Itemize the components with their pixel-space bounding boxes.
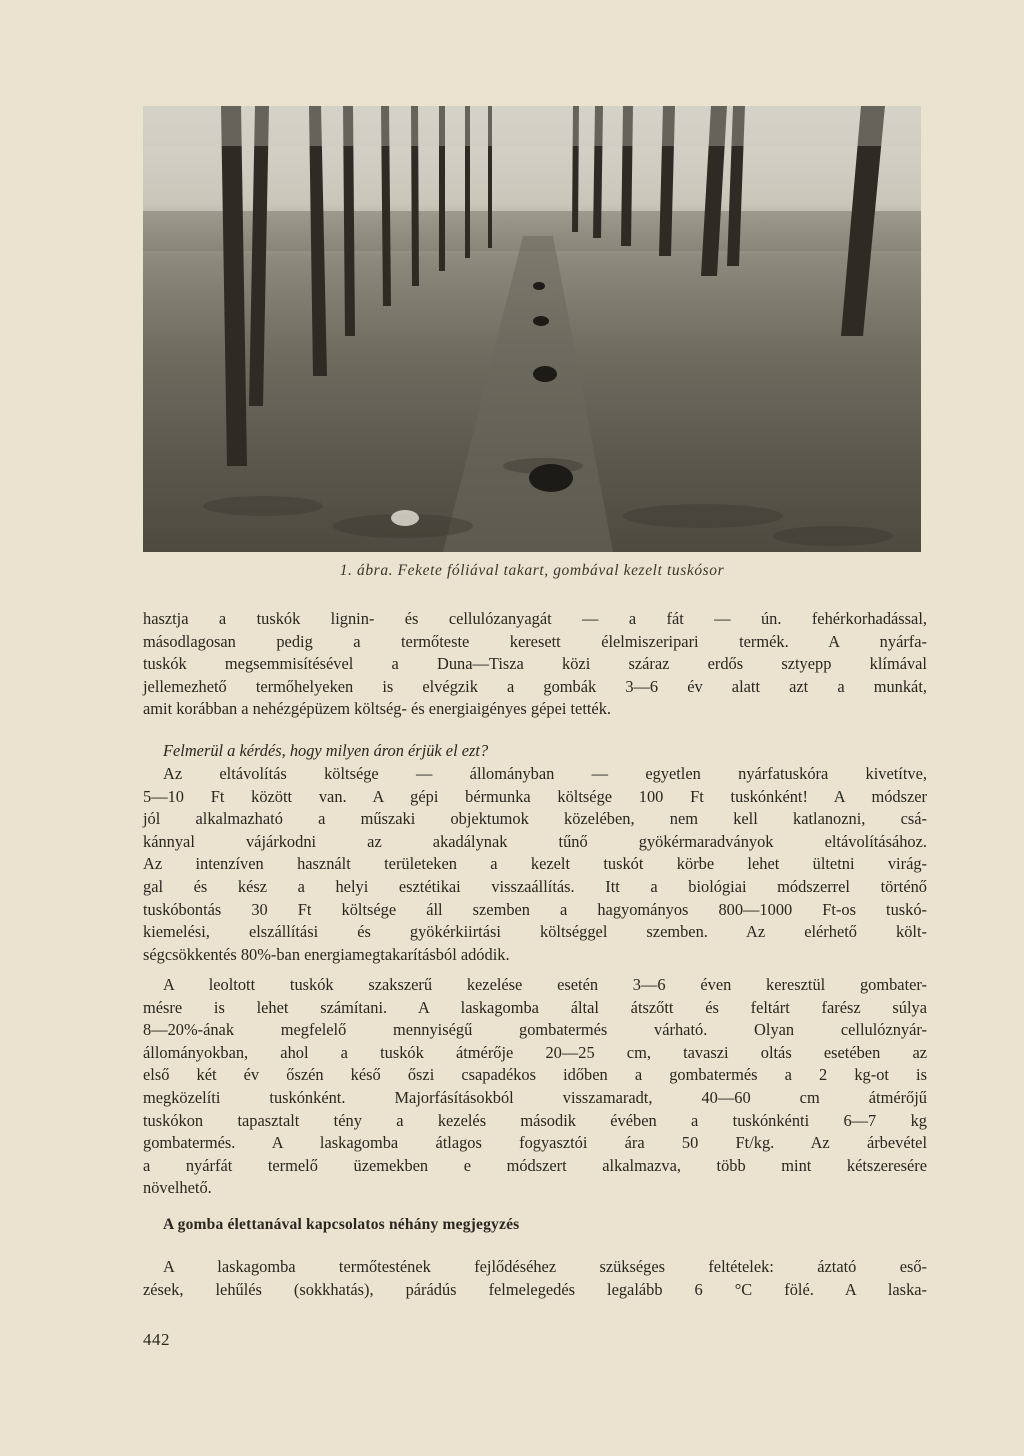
section-heading: A gomba élettanával kapcsolatos néhány megjegyzés <box>163 1216 520 1233</box>
text-line: amit korábban a nehézgépüzem költség- és energiaigényes gépei tették. <box>143 699 612 719</box>
text-line: gal és kész a helyi esztétikai visszaállítás. Itt a biológiai módszerrel történő <box>143 876 927 896</box>
text-line: a nyárfát termelő üzemekben e módszert alkalmazva, több mint kétszeresére <box>143 1155 927 1175</box>
paragraph-2 <box>143 763 927 966</box>
text-line: Az intenzíven használt területeken a kezelt tuskót körbe lehet ültetni virág- <box>143 854 927 874</box>
photo-illustration <box>143 106 921 552</box>
paragraph-4 <box>143 1256 927 1301</box>
figure-caption: 1. ábra. Fekete fóliával takart, gombával kezelt tuskósor <box>339 562 725 579</box>
text-line: jól alkalmazható a műszaki objektumok közelében, nem kell katlanozni, csá- <box>143 809 927 829</box>
paragraph-1 <box>143 608 927 721</box>
paragraph-3 <box>143 974 927 1200</box>
text-line: zések, lehűlés (sokkhatás), párádús felmelegedés legalább 6 °C fölé. A laska- <box>143 1279 927 1299</box>
text-line: mésre is lehet számítani. A laskagomba által átszőtt és feltárt farész súlya <box>143 997 927 1017</box>
text-line: kiemelési, elszállítási és gyökérkiirtási költséggel szemben. Az elérhető költ- <box>143 922 927 942</box>
text-line: tuskók megsemmisítésével a Duna—Tisza közi száraz erdős sztyepp klímával <box>143 654 927 674</box>
text-line: jellemezhető termőhelyeken is elvégzik a gombák 3—6 év alatt azt a munkát, <box>143 676 927 696</box>
poplar-row-photo <box>143 106 921 552</box>
text-line: tuskóbontás 30 Ft költsége áll szemben a hagyományos 800—1000 Ft-os tuskó- <box>143 899 927 919</box>
text-line: hasztja a tuskók lignin- és cellulózanyagát — a fát — ún. fehérkorhadással, <box>143 609 927 628</box>
text-line: növelhető. <box>143 1178 212 1198</box>
page-number: 442 <box>143 1330 170 1349</box>
text-line: tuskókon tapasztalt tény a kezelés második évében a tuskónkénti 6—7 kg <box>143 1110 927 1130</box>
text-line: ségcsökkentés 80%-ban energiamegtakarításból adódik. <box>143 944 510 964</box>
question-text: Felmerül a kérdés, hogy milyen áron érjük el ezt? <box>163 741 489 760</box>
text-line: kánnyal vájárkodni az akadálynak tűnő gyökérmaradványok eltávolításához. <box>143 831 927 851</box>
text-line: 8—20%-ának megfelelő mennyiségű gombatermés várható. Olyan cellulóznyár- <box>143 1020 927 1040</box>
text-line: állományokban, ahol a tuskók átmérője 20—25 cm, tavaszi oltás esetében az <box>143 1042 927 1062</box>
text-line: A laskagomba termőtestének fejlődéséhez szükséges feltételek: áztató eső- <box>163 1257 927 1276</box>
text-line: A leoltott tuskók szakszerű kezelése esetén 3—6 éven keresztül gombater- <box>163 975 927 994</box>
question-line <box>143 740 927 763</box>
text-line: Az eltávolítás költsége — állományban — egyetlen nyárfatuskóra kivetítve, <box>163 764 927 783</box>
text-line: másodlagosan pedig a termőteste keresett élelmiszeripari termék. A nyárfa- <box>143 631 927 651</box>
text-line: megközelíti tuskónként. Majorfásításokból visszamaradt, 40—60 cm átmérőjű <box>143 1087 927 1107</box>
text-line: első két év őszén késő őszi csapadékos időben a gombatermés a 2 kg-ot is <box>143 1065 927 1085</box>
text-line: gombatermés. A laskagomba átlagos fogyasztói ára 50 Ft/kg. Az árbevétel <box>143 1133 927 1153</box>
text-line: 5—10 Ft között van. A gépi bérmunka költsége 100 Ft tuskónként! A módszer <box>143 786 927 806</box>
